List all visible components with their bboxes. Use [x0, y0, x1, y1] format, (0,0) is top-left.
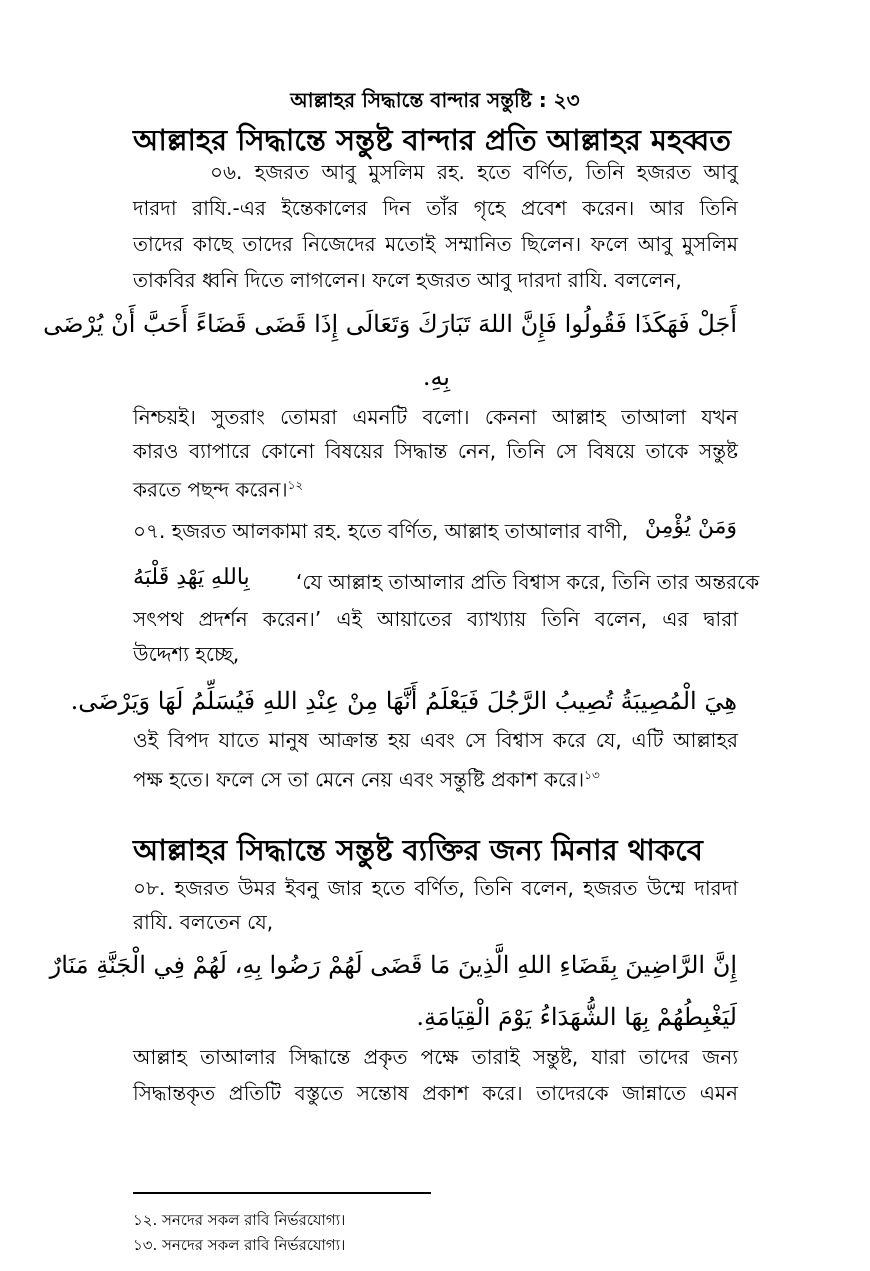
translation-line: সিদ্ধান্তকৃত প্রতিটি বস্তুতে সন্তোষ প্রকাশ করে। তাদেরকে জান্নাতে এমন	[133, 1081, 738, 1105]
footnote-ref: ১২	[287, 478, 304, 492]
paragraph-line: সৎপথ প্রদর্শন করেন।’ এই আয়াতের ব্যাখ্যায় তিনি বলেন, এর দ্বারা	[133, 607, 738, 631]
footnote: ১২. সনদের সকল রাবি নির্ভরযোগ্য।	[133, 1211, 346, 1229]
translation-line: নিশ্চয়ই। সুতরাং তোমরা এমনটি বলো। কেননা আল্লাহ তাআলা যখন	[133, 405, 738, 429]
arabic-text-line: أَجَلْ فَهَكَذَا فَقُولُوا فَإِنَّ اللهَ تَبَارَكَ وَتَعَالَى إِذَا قَضَى قَضَاءً أَحَبَّ أَنْ يُرْضَى	[43, 310, 737, 338]
arabic-inline: وَمَنْ يُؤْمِنْ	[644, 514, 737, 539]
footnote: ১৩. সনদের সকল রাবি নির্ভরযোগ্য।	[133, 1236, 346, 1254]
translation-line: আল্লাহ তাআলার সিদ্ধান্তে প্রকৃত পক্ষে তারাই সন্তুষ্ট, যারা তাদের জন্য	[133, 1045, 738, 1069]
arabic-text-line: لَيَغْبِطُهُمْ بِهَا الشُّهَدَاءُ يَوْمَ الْقِيَامَةِ.	[416, 1003, 737, 1031]
paragraph-line: ০৭. হজরত আলকামা রহ. হতে বর্ণিত, আল্লাহ তাআলার বাণী,	[133, 519, 629, 543]
section-heading-1: আল্লাহর সিদ্ধান্তে সন্তুষ্ট বান্দার প্রতি আল্লাহর মহব্বত	[133, 123, 731, 157]
translation-line: ওই বিপদ যাতে মানুষ আক্রান্ত হয় এবং সে বিশ্বাস করে যে, এটি আল্লাহর	[133, 728, 738, 752]
arabic-text-line: بِهِ.	[422, 363, 450, 391]
arabic-quote: هِيَ الْمُصِيبَةُ تُصِيبُ الرَّجُلَ فَيَعْلَمُ أَنَّهَا مِنْ عِنْدِ اللهِ فَيُسَلِّمُ لَهَا وَيَرْضَى.	[70, 687, 737, 715]
translation-line: পক্ষ হতে। ফলে সে তা মেনে নেয় এবং সন্তুষ্টি প্রকাশ করে।$^{১৩}$	[133, 767, 600, 792]
footnote-ref: ১৩	[584, 768, 600, 782]
footnote-divider	[133, 1192, 431, 1194]
paragraph-line: ০৮. হজরত উমর ইবনু জার হতে বর্ণিত, তিনি বলেন, হজরত উম্মে দারদা	[133, 876, 738, 900]
paragraph-line: তাকবির ধ্বনি দিতে লাগলেন। ফলে হজরত আবু দারদা রাযি. বললেন,	[133, 268, 682, 292]
paragraph-line: দারদা রাযি.-এর ইন্তেকালের দিন তাঁর গৃহে প্রবেশ করেন। আর তিনি	[133, 196, 738, 220]
paragraph-line: রাযি. বলতেন যে,	[133, 910, 274, 934]
paragraph-line: ‘যে আল্লাহ তাআলার প্রতি বিশ্বাস করে, তিনি তার অন্তরকে	[296, 570, 760, 594]
translation-line: কারও ব্যাপারে কোনো বিষয়ের সিদ্ধান্ত নেন, তিনি সে বিষয়ে তাকে সন্তুষ্ট	[133, 439, 738, 463]
paragraph-line: উদ্দেশ্য হচ্ছে,	[133, 642, 240, 666]
running-head: আল্লাহর সিদ্ধান্তে বান্দার সন্তুষ্টি : ২৩	[290, 88, 580, 112]
section-heading-2: আল্লাহর সিদ্ধান্তে সন্তুষ্ট ব্যক্তির জন্য মিনার থাকবে	[133, 833, 703, 867]
arabic-inline: بِاللهِ يَهْدِ قَلْبَهُ	[133, 565, 250, 590]
translation-line: করতে পছন্দ করেন।$^{১২}$	[133, 477, 304, 502]
arabic-text-line: إِنَّ الرَّاضِينَ بِقَضَاءِ اللهِ الَّذِينَ مَا قَضَى لَهُمْ رَضُوا بِهِ، لَهُمْ فِي الْجَنَّةِ مَنَارٌ	[49, 951, 737, 979]
paragraph-line: ০৬. হজরত আবু মুসলিম রহ. হতে বর্ণিত, তিনি হজরত আবু	[210, 160, 738, 184]
paragraph-line: তাদের কাছে তাদের নিজেদের মতোই সম্মানিত ছিলেন। ফলে আবু মুসলিম	[133, 232, 738, 256]
